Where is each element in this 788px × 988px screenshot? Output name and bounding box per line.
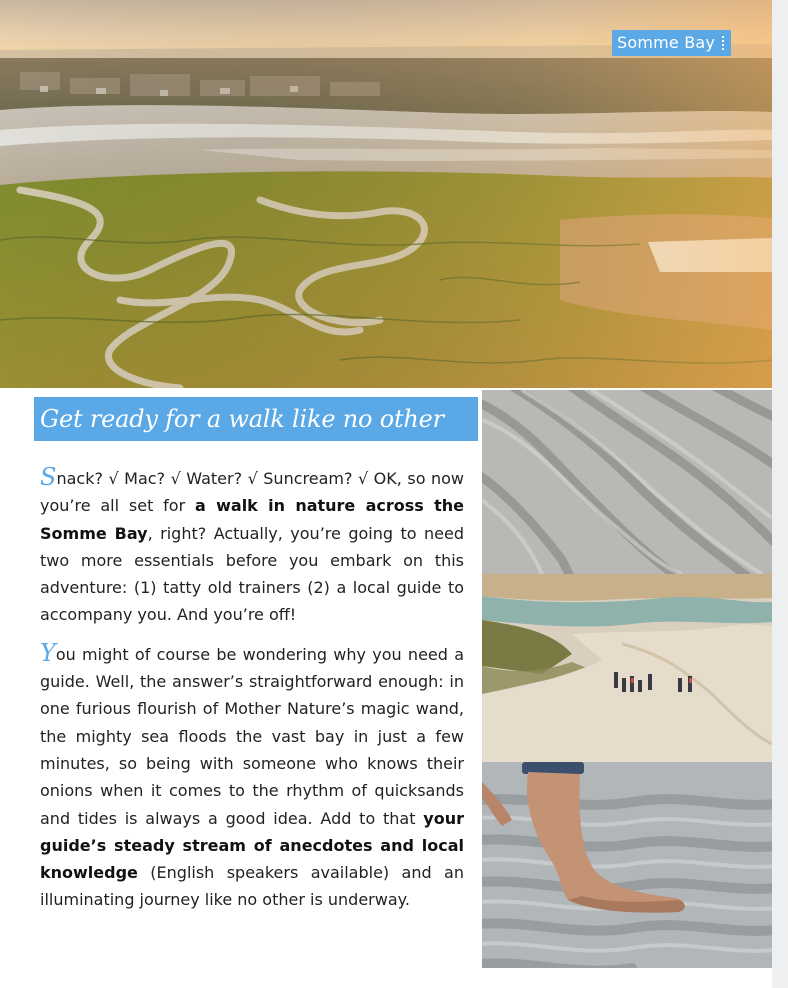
paragraph-1 xyxy=(40,465,464,629)
page-edge xyxy=(772,0,788,988)
paragraph-text: ou might of course be wondering why you need a guide. Well, the answer’s straightforward enough: in one furious flourish of Mother Nature’s magic wand, the mighty sea floods the vast bay in just a few minutes, so being with someone who knows their onions when it comes to the rhythm of quicksands and tides is always a good idea. Add to that xyxy=(40,644,464,828)
bare-feet-on-sand-image xyxy=(482,762,772,968)
sand-ripples-image xyxy=(482,390,772,574)
bare-feet-on-sand-photo xyxy=(482,762,772,968)
estuary-walkers-photo xyxy=(482,574,772,762)
location-tag-label: Somme Bay xyxy=(617,33,716,52)
article-body xyxy=(40,465,464,914)
location-tag xyxy=(612,30,731,56)
paragraph-emphasis: your guide’s steady stream of anecdotes and local knowledge xyxy=(40,808,464,883)
dropcap: S xyxy=(40,463,57,491)
paragraph-emphasis: a walk in nature across the Somme Bay xyxy=(40,496,465,543)
paragraph-text: nack? √ Mac? √ Water? √ Suncream? √ OK, so now you’re all set for xyxy=(40,469,464,516)
section-heading: Get ready for a walk like no other xyxy=(40,405,444,433)
sand-ripples-photo xyxy=(482,390,772,574)
section-heading-banner xyxy=(34,397,478,441)
dropcap: Y xyxy=(40,638,56,667)
paragraph-text: (English speakers available) and an illuminating journey like no other is underway. xyxy=(40,863,464,910)
hero-photo xyxy=(0,0,772,388)
location-tag-marker-icon xyxy=(722,36,726,50)
aerial-salt-marsh-image xyxy=(0,0,772,388)
paragraph-text: , right? Actually, you’re going to need two more essentials before you embark on this adventure: (1) tatty old trainers (2) a local guide to accompany you. And you’re off! xyxy=(40,523,464,625)
paragraph-2 xyxy=(40,638,464,914)
estuary-walkers-image xyxy=(482,574,772,762)
